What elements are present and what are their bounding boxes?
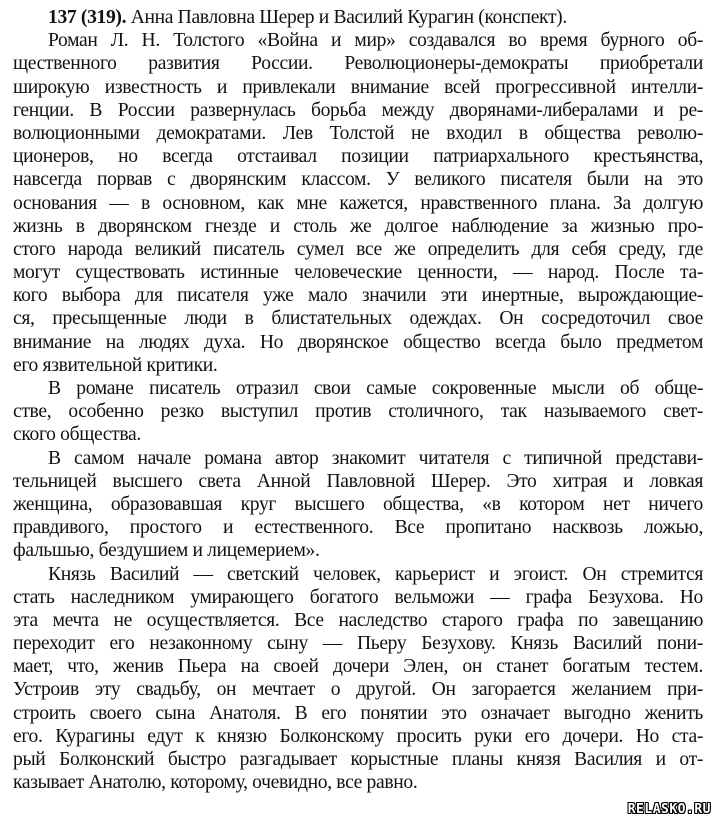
text-line: стать наследником умирающего богатого вельможи — графа Безухова. Но xyxy=(13,586,703,608)
text-line: ционеров, но всегда отстаивал позиции патриархального крестьянства, xyxy=(13,146,703,168)
text-line: волюционными демократами. Лев Толстой не входил в общества револю- xyxy=(13,122,703,144)
paragraph xyxy=(13,377,703,447)
text-line: тельницей высшего света Анной Павловной Шерер. Это хитрая и ловкая xyxy=(13,470,703,492)
text-line: жизнь в дворянском гнезде и столь же долгое наблюдение за жизнью про- xyxy=(13,215,703,237)
text-line: правдивого, простого и естественного. Все пропитано насквозь ложью, xyxy=(13,517,703,539)
text-line: широкую известность и привлекали внимание всей прогрессивной интелли- xyxy=(13,76,703,98)
text-line: казывает Анатолю, которому, очевидно, все равно. xyxy=(13,772,418,794)
site-watermark: RELASKO.RU xyxy=(627,802,711,817)
text-line: фальшью, бездушием и лицемерием». xyxy=(13,540,320,562)
document-page xyxy=(13,6,703,794)
exercise-heading xyxy=(13,6,703,29)
text-line: кого выбора для писателя уже мало значили эти инертные, вырождающие- xyxy=(13,285,703,307)
text-line: женщина, образовавшая круг высшего общества, «в котором нет ничего xyxy=(13,493,703,515)
text-line: стого народа великий писатель сумел все же определить для себя среду, где xyxy=(13,238,703,260)
text-line: рый Болконский быстро разгадывает корыстные планы князя Василия и от- xyxy=(13,749,703,770)
text-line: эта мечта не осуществляется. Все наследство старого графа по завещанию xyxy=(13,609,703,631)
text-line: ся, пресыщенные люди в блистательных одеждах. Он сосредоточил свое xyxy=(13,308,703,330)
text-line: Князь Василий — светский человек, карьерист и эгоист. Он стремится xyxy=(48,563,703,585)
text-line: мает, что, женив Пьера на своей дочери Элен, он станет богатым тестем. xyxy=(13,656,703,678)
paragraph xyxy=(13,447,703,563)
paragraph xyxy=(13,29,703,377)
text-line: строить своего сына Анатоля. В его понятии это означает выгодно женить xyxy=(13,702,703,724)
text-line: могут существовать истинные человеческие ценности, — народ. После та- xyxy=(13,262,703,284)
text-line: стве, особенно резко выступил против столичного, так называемого свет- xyxy=(13,401,703,423)
text-line: В самом начале романа автор знакомит читателя с типичной представи- xyxy=(48,447,703,469)
text-line: Роман Л. Н. Толстого «Война и мир» создавался во время бурного об- xyxy=(48,30,703,52)
paragraph xyxy=(13,563,703,795)
text-line: ского общества. xyxy=(13,424,141,446)
text-line: его язвительной критики. xyxy=(13,354,218,376)
text-line: генции. В России развернулась борьба между дворянами-либералами и ре- xyxy=(13,99,703,121)
text-line: В романе писатель отразил свои самые сокровенные мысли об обще- xyxy=(48,378,703,399)
text-line: внимание на людях духа. Но дворянское общество всегда было предметом xyxy=(13,331,703,353)
exercise-title: Анна Павловна Шерер и Василий Курагин (конспект). xyxy=(126,7,567,28)
text-line: переходит его незаконному сыну — Пьеру Безухову. Князь Василий пони- xyxy=(13,633,703,655)
text-line: основания — в основном, как мне кажется, нравственного плана. За долгую xyxy=(13,192,703,214)
text-line: Устроив эту свадьбу, он мечтает о другой. Он загорается желанием при- xyxy=(13,679,703,701)
text-line: его. Курагины едут к князю Болконскому просить руки его дочери. Но ста- xyxy=(13,725,703,747)
text-line: щественного развития России. Революционеры-демократы приобретали xyxy=(13,53,703,75)
document-body xyxy=(13,29,703,794)
text-line: навсегда порвав с дворянским классом. У великого писателя были на это xyxy=(13,169,703,191)
exercise-number: 137 (319). xyxy=(48,7,127,28)
